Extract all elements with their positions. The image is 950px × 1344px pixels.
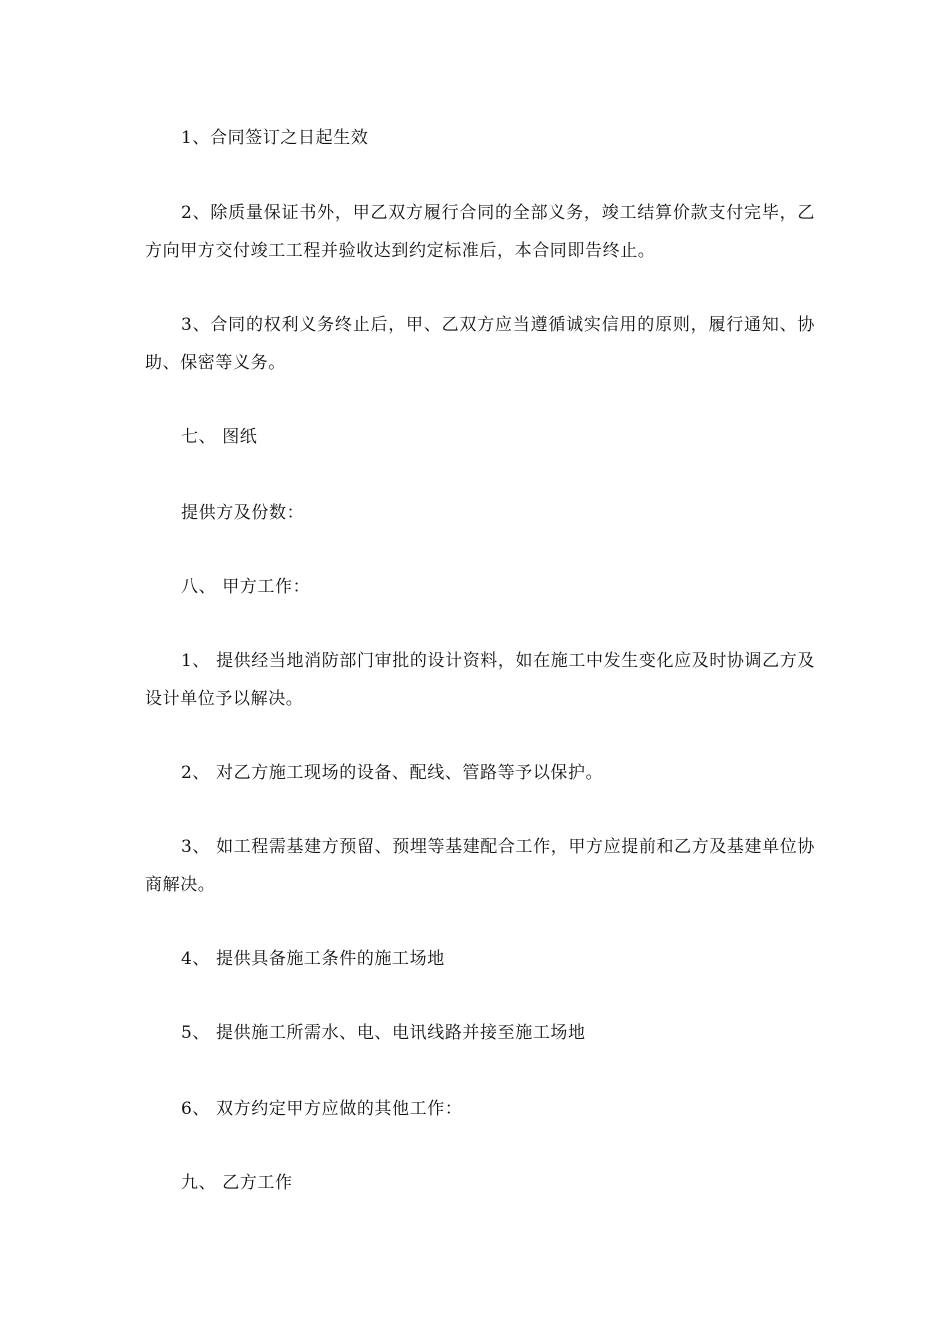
- party-a-item-2: 2、 对乙方施工现场的设备、配线、管路等予以保护。: [181, 763, 604, 783]
- party-a-item-3: 3、 如工程需基建方预留、预埋等基建配合工作，甲方应提前和乙方及基建单位协商解决。: [145, 837, 815, 895]
- party-a-item-5: 5、 提供施工所需水、电、电讯线路并接至施工场地: [181, 1023, 586, 1043]
- party-a-item-6: 6、 双方约定甲方应做的其他工作：: [181, 1099, 463, 1119]
- party-a-item-4: 4、 提供具备施工条件的施工场地: [181, 949, 445, 969]
- section-heading-party-b-work: 九、 乙方工作: [181, 1173, 293, 1193]
- section-heading-drawings: 七、 图纸: [181, 427, 258, 447]
- clause-effective-date: 1、合同签订之日起生效: [181, 128, 369, 148]
- party-a-item-1: 1、 提供经当地消防部门审批的设计资料，如在施工中发生变化应及时协调乙方及设计单位予以解决。: [145, 651, 815, 709]
- clause-termination: 2、除质量保证书外，甲乙双方履行合同的全部义务，竣工结算价款支付完毕，乙方向甲方交付竣工工程并验收达到约定标准后，本合同即告终止。: [145, 203, 815, 261]
- drawings-provider-line: 提供方及份数：: [181, 503, 305, 523]
- clause-post-termination-duties: 3、合同的权利义务终止后，甲、乙双方应当遵循诚实信用的原则，履行通知、协助、保密等义务。: [145, 315, 815, 373]
- section-heading-party-a-work: 八、 甲方工作：: [181, 577, 311, 597]
